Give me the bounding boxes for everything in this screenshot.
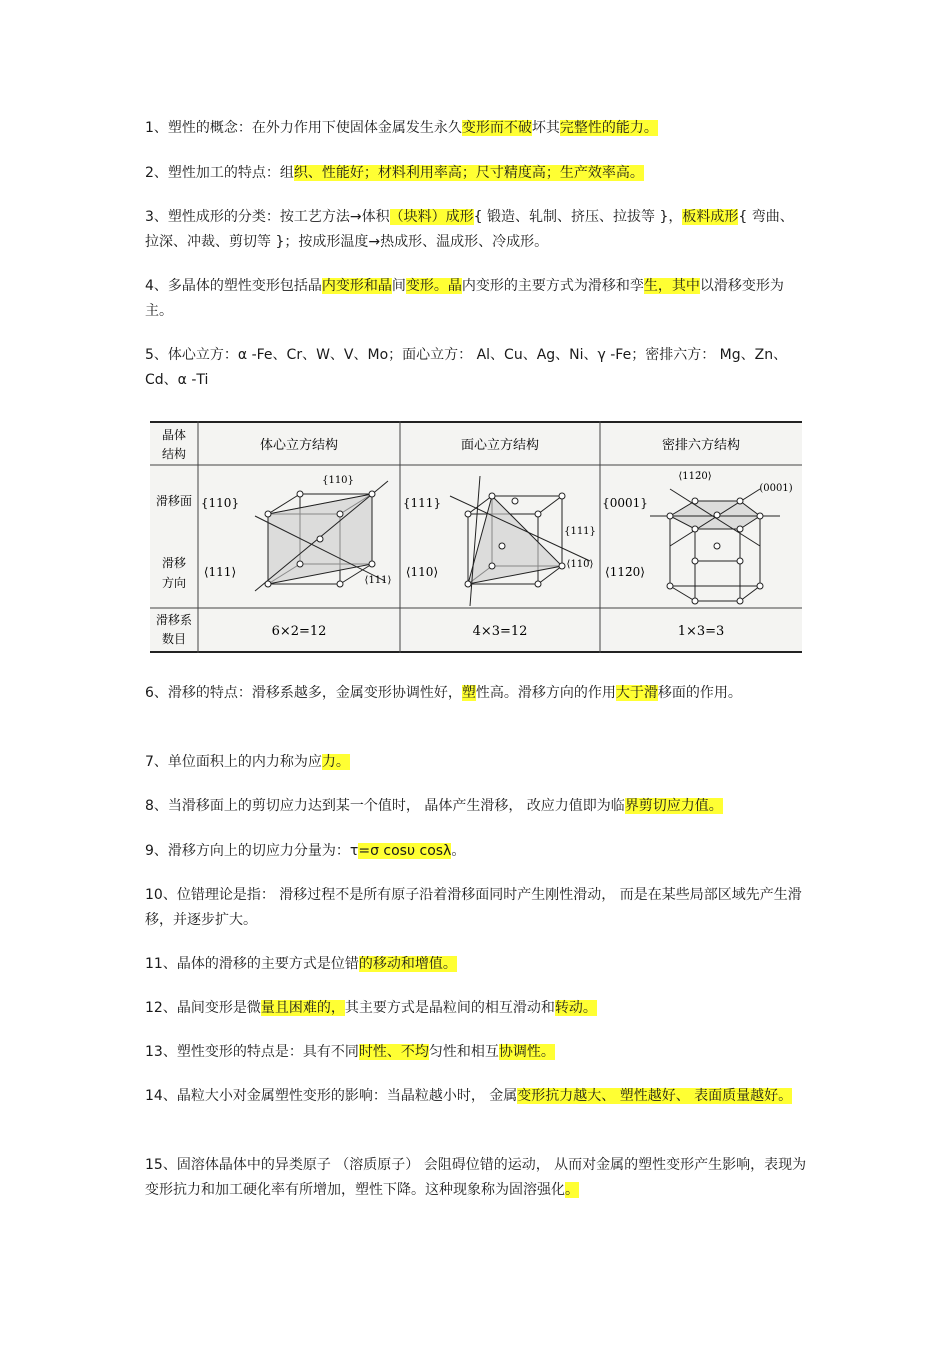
highlighted-text: 的移动和增值。: [358, 956, 457, 972]
text-segment: 。: [451, 843, 466, 859]
text-segment: 10、位错理论是指： 滑移过程不是所有原子沿着滑移面同时产生刚性滑动， 而是在某些局部区域先产生滑移，并逐步扩大。: [145, 887, 802, 928]
row-label-count-2: 数目: [161, 632, 187, 646]
text-segment: 6、滑移的特点：滑移系越多，金属变形协调性好，: [145, 685, 462, 701]
text-segment: 2、塑性加工的特点：组: [145, 165, 294, 181]
highlighted-text: 生，: [643, 278, 672, 294]
text-segment: 3、塑性成形的分类：按工艺方法→体积: [145, 209, 390, 225]
highlighted-text: 力。: [321, 754, 350, 770]
header-fcc: 面心立方结构: [460, 438, 540, 453]
item-9: [145, 839, 807, 864]
hcp-count: 1×3=3: [677, 624, 725, 639]
row-label-count-1: 滑移系: [155, 613, 193, 627]
highlighted-text: 变形而不破: [461, 120, 532, 136]
text-segment: 坏其: [531, 120, 560, 136]
item-2: [145, 161, 807, 186]
text-segment: 13、塑性变形的特点是：具有不同: [145, 1044, 359, 1060]
highlighted-text: 变形。晶: [405, 278, 462, 294]
fcc-dir-label: ⟨110⟩: [405, 565, 439, 579]
item-5: [145, 343, 805, 393]
fcc-count: 4×3=12: [472, 624, 528, 639]
highlighted-text: 。: [565, 1182, 579, 1198]
slip-system-table: [150, 421, 802, 653]
highlighted-text: 量且困难的，: [260, 1000, 345, 1016]
bcc-dir-label: ⟨111⟩: [203, 565, 237, 579]
row-label-slip-dir-1: 滑移: [161, 556, 187, 570]
fcc-dir-annot: ⟨110⟩: [566, 559, 594, 570]
header-label-2: 结构: [161, 447, 187, 461]
figure-bg: [150, 421, 802, 653]
text-segment: 间: [391, 278, 406, 294]
hcp-plane-label: {0001}: [602, 496, 648, 510]
highlighted-text: 板料成形: [682, 209, 739, 225]
highlighted-text: 协调性。: [498, 1044, 555, 1060]
highlighted-text: 织、性能好；材料利用率高；尺寸精度高；生产效率高。: [293, 165, 644, 181]
item-4: [145, 274, 807, 324]
text-segment: 4、多晶体的塑性变形包括晶: [145, 278, 322, 294]
fcc-plane-label: {111}: [402, 496, 442, 510]
text-segment: 12、晶间变形是微: [145, 1000, 261, 1016]
item-7: [145, 750, 807, 775]
text-segment: 7、单位面积上的内力称为应: [145, 754, 322, 770]
text-segment: 性高。: [475, 685, 518, 701]
fcc-plane-annot: {111}: [564, 526, 596, 537]
text-segment: 以滑移变形为主。: [145, 278, 784, 319]
item-12: [145, 996, 807, 1021]
item-6: [145, 681, 807, 706]
highlighted-text: 内变形和晶: [321, 278, 392, 294]
item-14: [145, 1084, 807, 1109]
highlighted-text: 塑: [461, 685, 476, 701]
text-segment: 1、塑性的概念：在外力作用下使固体金属发生永久: [145, 120, 462, 136]
text-segment: 5、体心立方：α -Fe、Cr、W、V、Mo；面心立方： Al、Cu、Ag、Ni、γ -Fe；密排六方： Mg、Zn、Cd、α -Ti: [145, 347, 788, 388]
row-label-slip-dir-2: 方向: [161, 576, 187, 590]
text-segment: 9、滑移方向上的切应力分量为：τ: [145, 843, 359, 859]
highlighted-text: 大于滑: [615, 685, 658, 701]
item-10: [145, 883, 807, 933]
bcc-dir-annot: ⟨111⟩: [364, 575, 392, 586]
bcc-plane-label: {110}: [200, 496, 240, 510]
text-segment: 其主要方式是晶粒间的相互滑动和: [344, 1000, 555, 1016]
header-label-1: 晶体: [161, 428, 187, 442]
text-segment: 内变形的主要方式为滑移和孪: [461, 278, 644, 294]
highlighted-text: 完整性的能力。: [559, 120, 658, 136]
item-11: [145, 952, 807, 977]
text-segment: 14、晶粒大小对金属塑性变形的影响：当晶粒越小时， 金属: [145, 1088, 518, 1104]
highlighted-text: =σ cosυ cosλ: [358, 843, 452, 859]
bcc-count: 6×2=12: [271, 624, 327, 639]
text-segment: 15、固溶体晶体中的异类原子 （溶质原子） 会阻碍位错的运动， 从而对金属的塑性变形产生影响，表现为变形抗力和加工硬化率有所增加，塑性下降。这种现象称为固溶强化: [145, 1157, 807, 1198]
text-segment: { 锻造、轧制、挤压、拉拔等 }，: [473, 209, 683, 225]
header-hcp: 密排六方结构: [661, 438, 741, 453]
highlighted-text: 变形抗力越大、 塑性越好、 表面质量越好。: [517, 1088, 793, 1104]
item-3: [145, 205, 807, 255]
highlighted-text: （块料）成形: [389, 209, 474, 225]
text-segment: { 弯曲、拉深、冲裁、剪切等 }；按成形温度→热成形、温成形、冷成形。: [145, 209, 794, 250]
item-8: [145, 794, 807, 819]
highlighted-text: 界剪切应力值。: [624, 798, 723, 814]
text-segment: 11、晶体的滑移的主要方式是位错: [145, 956, 359, 972]
item-13: [145, 1040, 807, 1065]
bcc-plane-annot: {110}: [322, 475, 354, 486]
item-15: [145, 1153, 807, 1203]
header-bcc: 体心立方结构: [259, 438, 339, 453]
row-label-slip-plane: 滑移面: [155, 494, 193, 508]
highlighted-text: 转动。: [554, 1000, 597, 1016]
hcp-plane-annot: (0001): [759, 483, 793, 494]
text-segment: 8、当滑移面上的剪切应力达到某一个值时， 晶体产生滑移， 改应力值即为临: [145, 798, 625, 814]
slip-system-figure: [150, 421, 802, 653]
text-segment: 移面的作用。: [657, 685, 742, 701]
highlighted-text: 其中: [671, 278, 700, 294]
text-segment: 滑移方向的作用: [517, 685, 616, 701]
text-segment: 匀性和相互: [428, 1044, 499, 1060]
item-1: [145, 116, 807, 141]
hcp-dir-label: ⟨112̄0⟩: [605, 565, 645, 579]
hcp-dir-annot: ⟨112̄0⟩: [678, 471, 712, 482]
highlighted-text: 时性、不均: [358, 1044, 429, 1060]
